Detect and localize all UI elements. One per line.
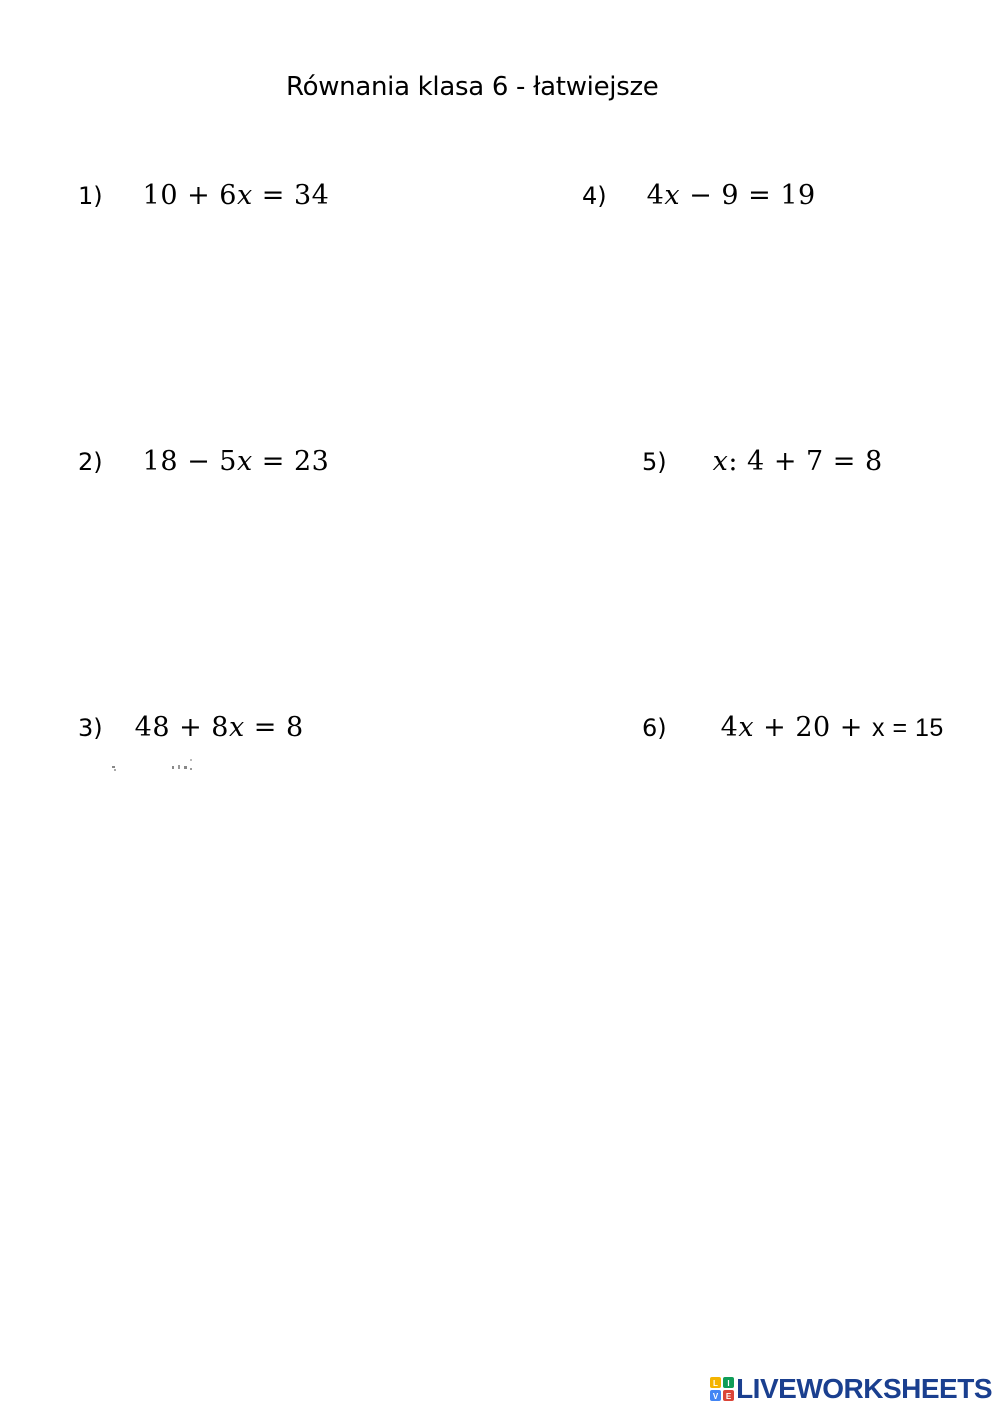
- problem-2: [78, 446, 329, 477]
- problem-number: 3): [78, 714, 103, 742]
- equation-right: − 9 = 19: [680, 180, 816, 211]
- logo-letter: V: [712, 1392, 719, 1401]
- equation-variable: x: [236, 180, 253, 211]
- problem-6: [642, 712, 944, 743]
- problem-1: [78, 180, 329, 211]
- equation-variable: x: [738, 712, 755, 743]
- equation-middle: + 20 +: [754, 712, 872, 743]
- logo-letter: L: [713, 1379, 719, 1388]
- equation-variable: x: [664, 180, 681, 211]
- problem-5: [642, 446, 883, 477]
- equation-right: = 8: [244, 712, 304, 743]
- problem-number: 6): [642, 714, 667, 742]
- problem-number: 5): [642, 448, 667, 476]
- equation-left: 18 − 5: [142, 446, 237, 477]
- equation-left: 4: [720, 712, 739, 743]
- equation-right: = 23: [252, 446, 330, 477]
- equation: [713, 446, 883, 477]
- liveworksheets-brand: [710, 1373, 992, 1405]
- liveworksheets-logo-icon: [710, 1377, 734, 1401]
- logo-letter: E: [725, 1392, 732, 1401]
- equation-variable: x: [228, 712, 245, 743]
- equation: [135, 712, 304, 743]
- brand-name: LIVEWORKSHEETS: [736, 1373, 992, 1404]
- equation-right: : 4 + 7 = 8: [728, 446, 883, 477]
- problem-number: 2): [78, 448, 103, 476]
- problem-3: [78, 712, 304, 743]
- equation-left: 4: [646, 180, 665, 211]
- equation-left: 10 + 6: [142, 180, 237, 211]
- problem-number: 4): [582, 182, 607, 210]
- problem-number: 1): [78, 182, 103, 210]
- page-title: Równania klasa 6 - łatwiejsze: [286, 72, 659, 102]
- equation-variable: x: [712, 446, 729, 477]
- equation: [721, 712, 944, 743]
- equation-variable: x: [236, 446, 253, 477]
- equation: [143, 446, 330, 477]
- equation-left: 48 + 8: [134, 712, 229, 743]
- equation: [647, 180, 816, 211]
- equation: [143, 180, 330, 211]
- equation-right-plain: x = 15: [872, 714, 944, 742]
- logo-letter: I: [727, 1379, 730, 1388]
- problem-4: [582, 180, 816, 211]
- scan-artifact: [110, 758, 200, 778]
- equation-right: = 34: [252, 180, 330, 211]
